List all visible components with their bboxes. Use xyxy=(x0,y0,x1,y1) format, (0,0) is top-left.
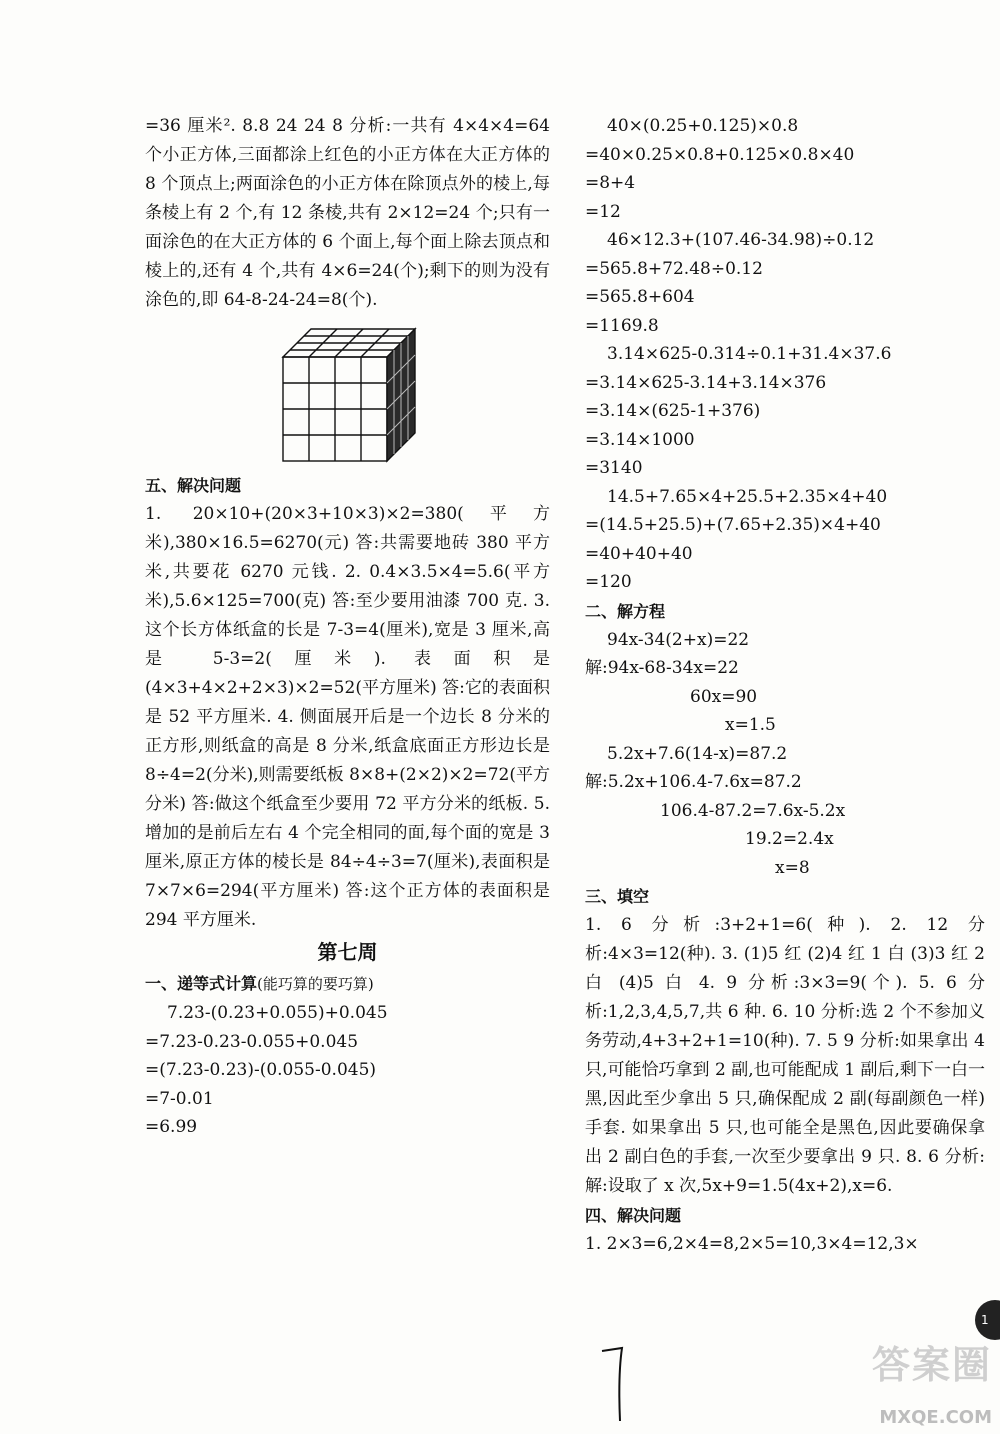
equation-line: 5.2x+7.6(14-x)=87.2 xyxy=(607,743,788,764)
section1-heading xyxy=(145,969,550,999)
section3-heading: 三、填空 xyxy=(585,887,650,906)
watermark-logo-text: 答案圈 xyxy=(871,1343,992,1387)
equation-line: 106.4-87.2=7.6x-5.2x xyxy=(660,800,846,821)
left-column xyxy=(145,112,550,1142)
calc-line: 46×12.3+(107.46-34.98)÷0.12 xyxy=(607,230,875,250)
page-number-badge: 1 xyxy=(975,1300,1000,1340)
calc-line: =7-0.01 xyxy=(145,1088,214,1109)
equation-line: 解:94x-68-34x=22 xyxy=(585,658,739,678)
section5-answers: 1. 20×10+(20×3+10×3)×2=380(平方米),380×16.5=6270(元) 答:共需要地砖 380 平方米,共要花 6270 元钱. 2. 0.4×3.5×4=5.6(平方米),5.6×125=700(克) 答:至少要用油漆 700 克. 3. 这个长方体纸盒的长是 7-3=4(厘米),宽是 3 厘米,高是 5-3=2(厘米). 表面积是(4×3+4×2+2×3)×2=52(平方厘米) 答:它的表面积是 52 平方厘米. 4. 侧面展开后是一个边长 8 分米的正方形,则纸盒的高是 8 分米,纸盒底面正方形边长是 8÷4=2(分米),则需要纸板 8×8+(2×2)×2=72(平方分米) 答:做这个纸盒至少要用 72 平方分米的纸板. 5. 增加的是前后左右 4 个完全相同的面,每个面的宽是 3 厘米,原正方体的棱长是 84÷4÷3=7(厘米),表面积是 7×7×6=294(平方厘米) 答:这个正方体的表面积是 294 平方厘米. xyxy=(145,504,550,930)
cube-illustration xyxy=(273,319,433,469)
calc-line: =8+4 xyxy=(585,173,636,193)
calc-line: =40×0.25×0.8+0.125×0.8×40 xyxy=(585,144,855,165)
right-column xyxy=(585,112,985,1259)
equation-line: x=8 xyxy=(775,857,810,878)
equation-line: 60x=90 xyxy=(690,686,758,707)
answer-paragraph-cube: =36 厘米². 8.8 24 24 8 分析:一共有 4×4×4=64 个小正方体,三面都涂上红色的小正方体在大正方体的 8 个顶点上;两面涂色的小正方体在除顶点外的棱上,每条棱上有 2 个,有 12 条棱,共有 2×12=24 个;只有一面涂色的在大正方体的 6 个面上,每个面上除去顶点和棱上的,还有 4 个,共有 4×6=24(个);剩下的则为没有涂色的,即 64-8-24-24=8(个). xyxy=(145,116,550,310)
section4-answers: 1. 2×3=6,2×4=8,2×5=10,3×4=12,3× xyxy=(585,1234,919,1254)
section1-note: (能巧算的要巧算) xyxy=(257,975,374,993)
calc-line: 7.23-(0.23+0.055)+0.045 xyxy=(167,1003,388,1023)
calc-line: =6.99 xyxy=(145,1117,198,1137)
section3-answers: 1. 6 分析:3+2+1=6(种). 2. 12 分析:4×3=12(种). 3. (1)5 红 (2)4 红 1 白 (3)3 红 2 白 (4)5 白 4. 9 分析:3×3=9(个). 5. 6 分析:1,2,3,4,5,7,共 6 种. 6. 10 分析:选 2 个不参加义务劳动,4+3+2+1=10(种). 7. 5 9 分析:如果拿出 4 只,可能恰巧拿到 2 副,也可能配成 1 副后,剩下一白一黑,因此至少拿出 5 只,确保配成 2 副(每副颜色一样)手套. 如果拿出 5 只,也可能全是黑色,因此要确保拿出 2 副白色的手套,一次至少要拿出 9 只. 8. 6 分析:解:设取了 x 次,5x+9=1.5(4x+2),x=6. xyxy=(585,915,985,1196)
calc-line: =3.14×1000 xyxy=(585,429,695,450)
calc-line: =7.23-0.23-0.055+0.045 xyxy=(145,1031,359,1052)
equation-line: 94x-34(2+x)=22 xyxy=(607,629,750,650)
calc-line: =3.14×625-3.14+3.14×376 xyxy=(585,372,827,393)
calc-line: =565.8+72.48÷0.12 xyxy=(585,258,763,279)
calc-line: 40×(0.25+0.125)×0.8 xyxy=(607,116,799,136)
calc-line: =1169.8 xyxy=(585,315,659,336)
cube-figure xyxy=(145,319,550,469)
calc-line: =3140 xyxy=(585,458,643,478)
section2-heading: 二、解方程 xyxy=(585,601,666,621)
watermark xyxy=(820,1320,1000,1434)
watermark-url: MXQE.COM xyxy=(879,1407,992,1428)
handwritten-mark xyxy=(600,1345,630,1425)
calc-line: =40+40+40 xyxy=(585,543,693,564)
week-seven-title: 第七周 xyxy=(317,940,378,964)
calc-line: =3.14×(625-1+376) xyxy=(585,401,761,421)
section5-heading: 五、解决问题 xyxy=(145,476,242,495)
section1-title: 一、递等式计算 xyxy=(145,974,258,993)
calc-line: 14.5+7.65×4+25.5+2.35×4+40 xyxy=(607,486,888,507)
equation-line: 解:5.2x+106.4-7.6x=87.2 xyxy=(585,772,802,792)
calc-line: =120 xyxy=(585,572,632,592)
equation-line: x=1.5 xyxy=(725,715,776,735)
equation-line: 19.2=2.4x xyxy=(745,829,834,849)
calc-line: 3.14×625-0.314÷0.1+31.4×37.6 xyxy=(607,344,892,364)
calc-line: =565.8+604 xyxy=(585,287,695,307)
section4-heading: 四、解决问题 xyxy=(585,1206,682,1225)
calc-line: =(14.5+25.5)+(7.65+2.35)×4+40 xyxy=(585,515,881,535)
calc-line: =12 xyxy=(585,201,621,222)
calc-line: =(7.23-0.23)-(0.055-0.045) xyxy=(145,1060,377,1080)
